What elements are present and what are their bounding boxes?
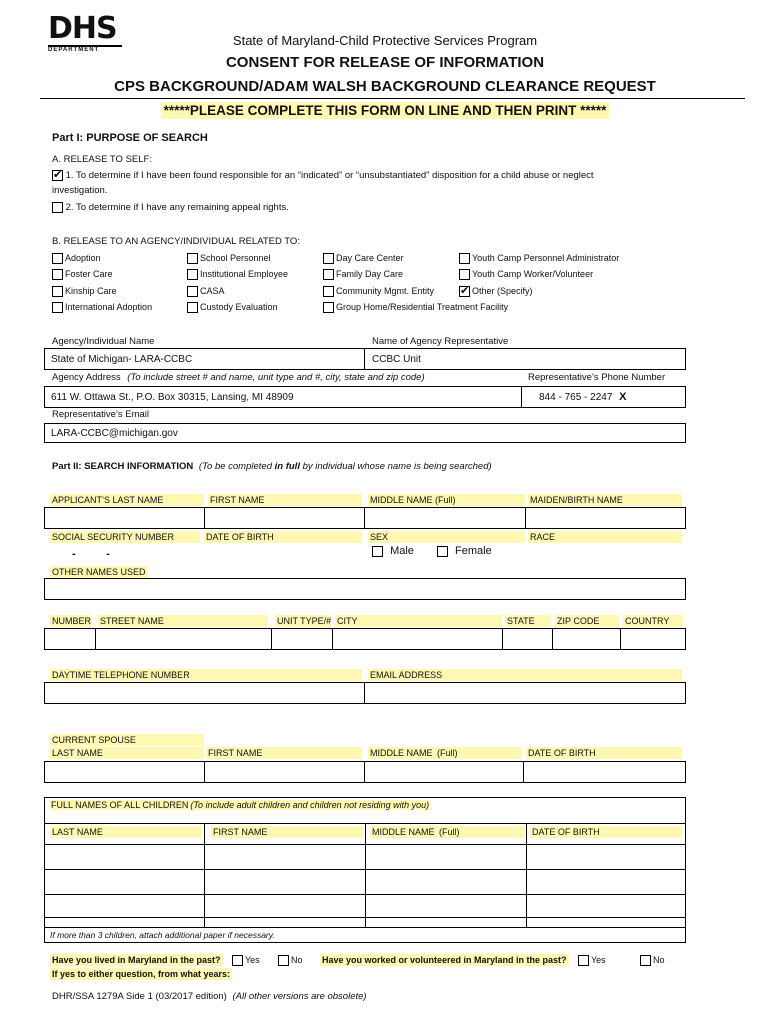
spouse-div-3	[523, 761, 524, 783]
opt-campadmin: Youth Camp Personnel Administrator	[459, 253, 619, 264]
email-label: EMAIL ADDRESS	[368, 669, 682, 681]
opt-campadmin-checkbox[interactable]	[459, 253, 470, 264]
other-names-label: OTHER NAMES USED	[52, 567, 146, 577]
phone-ext: X	[619, 391, 627, 403]
child-row-3[interactable]	[46, 896, 684, 916]
name-div-1	[204, 507, 205, 529]
child-dob-label: DATE OF BIRTH	[530, 826, 682, 838]
child-rule-4	[44, 917, 686, 918]
applicant-middle-field[interactable]	[366, 509, 523, 527]
phone-email-div	[364, 682, 365, 704]
applicant-last-label: APPLICANT’S LAST NAME	[50, 494, 204, 506]
worked-no-checkbox[interactable]	[640, 955, 651, 966]
agency-rep-label: Name of Agency Representative	[372, 336, 509, 347]
opt-familyday-checkbox[interactable]	[323, 269, 334, 280]
race-field[interactable]	[528, 546, 682, 562]
spouse-last-label: LAST NAME	[50, 747, 204, 759]
worked-no: No	[640, 955, 665, 966]
spouse-div-1	[204, 761, 205, 783]
applicant-middle-label: MIDDLE NAME (Full)	[368, 494, 525, 506]
spouse-first-field[interactable]	[206, 763, 362, 781]
state-label: STATE	[505, 615, 551, 627]
zip-field[interactable]	[554, 630, 619, 648]
sex-male-checkbox[interactable]	[372, 546, 383, 557]
agency-email-label: Representative’s Email	[52, 409, 149, 420]
opt-daycare: Day Care Center	[323, 253, 404, 264]
opt-other-checkbox[interactable]	[459, 286, 470, 297]
sex-label: SEX	[368, 531, 525, 543]
self-option-1-label: 1. To determine if I have been found responsible for an “indicated” or “unsubstantiated” disposition for a child abuse or neglect	[65, 170, 594, 182]
child-rule-5	[44, 927, 686, 928]
ssn-field[interactable]	[50, 546, 200, 562]
self-option-2-checkbox[interactable]	[52, 202, 63, 213]
unit-label: UNIT TYPE/#	[277, 616, 332, 626]
children-hint: (To include adult children and children not residing with you)	[190, 800, 430, 810]
opt-institutional-checkbox[interactable]	[187, 269, 198, 280]
street-label: STREET NAME	[98, 615, 268, 627]
agency-address-field[interactable]: 611 W. Ottawa St., P.O. Box 30315, Lansing, MI 48909	[51, 392, 294, 403]
form-subtitle: CPS BACKGROUND/ADAM WALSH BACKGROUND CLEARANCE REQUEST	[114, 78, 656, 95]
opt-institutional: Institutional Employee	[187, 269, 288, 280]
sex-female-checkbox[interactable]	[437, 546, 448, 557]
opt-community-checkbox[interactable]	[323, 286, 334, 297]
opt-familyday: Family Day Care	[323, 269, 403, 280]
addr-div-3	[332, 628, 333, 650]
release-agency-label: B. RELEASE TO AN AGENCY/INDIVIDUAL RELATED TO:	[52, 236, 300, 247]
opt-casa: CASA	[187, 286, 225, 297]
lived-yes: Yes	[232, 955, 260, 966]
addr-div-2	[271, 628, 272, 650]
lived-no-checkbox[interactable]	[278, 955, 289, 966]
daytime-phone-field[interactable]	[46, 684, 362, 702]
addr-div-5	[552, 628, 553, 650]
child-row-2[interactable]	[46, 871, 684, 893]
agency-phone-label: Representative’s Phone Number	[528, 372, 666, 383]
agency-name-label: Agency/Individual Name	[52, 336, 155, 347]
self-option-1-checkbox[interactable]	[52, 170, 63, 181]
ssn-label: SOCIAL SECURITY NUMBER	[50, 531, 200, 543]
applicant-maiden-label: MAIDEN/BIRTH NAME	[528, 494, 682, 506]
city-field[interactable]	[334, 630, 501, 648]
number-field[interactable]	[46, 630, 94, 648]
worked-yes: Yes	[578, 955, 606, 966]
agency-address-hint: (To include street # and name, unit type and #, city, state and zip code)	[127, 372, 425, 383]
spouse-title: CURRENT SPOUSE	[50, 734, 204, 746]
name-div-2	[364, 507, 365, 529]
opt-other: ✔Other (Specify)	[459, 286, 533, 297]
spouse-dob-field[interactable]	[525, 763, 684, 781]
opt-grouphome-checkbox[interactable]	[323, 302, 334, 313]
child-last-label: LAST NAME	[50, 826, 202, 838]
self-option-2-label: 2. To determine if I have any remaining appeal rights.	[65, 202, 289, 214]
opt-adoption-checkbox[interactable]	[52, 253, 63, 264]
opt-casa-checkbox[interactable]	[187, 286, 198, 297]
sex-options	[372, 545, 492, 557]
part1-title: Part I: PURPOSE OF SEARCH	[52, 132, 208, 144]
applicant-first-field[interactable]	[206, 509, 362, 527]
years-field[interactable]	[232, 967, 432, 981]
child-first-label: FIRST NAME	[211, 826, 363, 838]
self-option-1	[52, 170, 594, 181]
daytime-phone-label: DAYTIME TELEPHONE NUMBER	[50, 669, 362, 681]
child-row-1[interactable]	[46, 846, 684, 868]
street-field[interactable]	[97, 630, 270, 648]
lived-no: No	[278, 955, 303, 966]
agency-phone-field[interactable]: 844 - 765 - 2247 X	[539, 391, 627, 403]
opt-campworker: Youth Camp Worker/Volunteer	[459, 269, 593, 280]
spouse-middle-label: MIDDLE NAME (Full)	[368, 747, 522, 759]
agency-address-label: Agency Address (To include street # and name, unit type and #, city, state and zip code)	[52, 372, 425, 383]
children-title: FULL NAMES OF ALL CHILDREN (To include adult children and children not residing with you)	[51, 800, 430, 810]
opt-intl-checkbox[interactable]	[52, 302, 63, 313]
race-label: RACE	[528, 531, 682, 543]
addr-div-6	[620, 628, 621, 650]
opt-custody-checkbox[interactable]	[187, 302, 198, 313]
opt-intl: International Adoption	[52, 302, 152, 313]
logo-text: DHS	[48, 11, 117, 46]
country-label: COUNTRY	[623, 615, 683, 627]
online-banner: *****PLEASE COMPLETE THIS FORM ON LINE AND THEN PRINT *****	[0, 102, 770, 120]
zip-label: ZIP CODE	[555, 615, 619, 627]
applicant-first-label: FIRST NAME	[208, 494, 362, 506]
opt-custody: Custody Evaluation	[187, 302, 278, 313]
dob-label: DATE OF BIRTH	[204, 531, 362, 543]
agency-divider	[364, 348, 365, 370]
opt-campworker-checkbox[interactable]	[459, 269, 470, 280]
agency-email-field[interactable]: LARA-CCBC@michigan.gov	[51, 428, 178, 439]
footer-code: DHR/SSA 1279A Side 1 (03/2017 edition) (All other versions are obsolete)	[52, 991, 367, 1002]
phone-divider	[521, 386, 522, 408]
self-option-1-cont: investigation.	[52, 185, 108, 196]
opt-school: School Personnel	[187, 253, 271, 264]
other-names-field[interactable]	[44, 578, 686, 600]
years-question: If yes to either question, from what years:	[52, 969, 231, 979]
opt-school-checkbox[interactable]	[187, 253, 198, 264]
child-rule-3	[44, 894, 686, 895]
ssn-separators: - -	[72, 548, 110, 560]
form-title: CONSENT FOR RELEASE OF INFORMATION	[225, 54, 545, 71]
number-label: NUMBER	[52, 616, 92, 626]
spouse-last-field[interactable]	[46, 763, 202, 781]
opt-grouphome: Group Home/Residential Treatment Facility	[323, 302, 508, 313]
email-field[interactable]	[366, 684, 684, 702]
child-rule-2	[44, 869, 686, 870]
program-title: State of Maryland-Child Protective Services Program	[232, 33, 538, 48]
opt-kinship: Kinship Care	[52, 286, 117, 297]
spouse-first-label: FIRST NAME	[206, 747, 362, 759]
addr-div-1	[95, 628, 96, 650]
addr-div-4	[502, 628, 503, 650]
opt-kinship-checkbox[interactable]	[52, 286, 63, 297]
release-self-label: A. RELEASE TO SELF:	[52, 154, 152, 165]
sex-female-label: Female	[455, 545, 492, 557]
logo-subtext: DEPARTMENT	[48, 45, 122, 53]
child-middle-label: MIDDLE NAME (Full)	[370, 826, 525, 838]
spouse-div-2	[364, 761, 365, 783]
opt-adoption: Adoption	[52, 253, 101, 264]
opt-community: Community Mgmt. Entity	[323, 286, 434, 297]
worked-yes-checkbox[interactable]	[578, 955, 589, 966]
part2-hint: (To be completed in full by individual whose name is being searched)	[198, 461, 492, 472]
opt-daycare-checkbox[interactable]	[323, 253, 334, 264]
state-field[interactable]	[504, 630, 551, 648]
agency-rep-field[interactable]: CCBC Unit	[372, 354, 421, 365]
lived-question: Have you lived in Maryland in the past?	[52, 955, 221, 965]
footer-note: (All other versions are obsolete)	[232, 991, 367, 1002]
self-option-2	[52, 202, 289, 213]
city-label: CITY	[335, 615, 502, 627]
name-div-3	[525, 507, 526, 529]
agency-name-field[interactable]: State of Michigan- LARA-CCBC	[51, 354, 193, 365]
country-field[interactable]	[622, 630, 685, 648]
part2-title: Part II: SEARCH INFORMATION (To be completed in full by individual whose name is being searched)	[52, 461, 492, 472]
header-rule	[40, 98, 745, 99]
applicant-maiden-field[interactable]	[527, 509, 684, 527]
applicant-last-field[interactable]	[46, 509, 202, 527]
children-note: If more than 3 children, attach additional paper if necessary.	[50, 930, 275, 940]
unit-field[interactable]	[273, 630, 331, 648]
lived-yes-checkbox[interactable]	[232, 955, 243, 966]
sex-male-label: Male	[390, 545, 414, 557]
opt-foster: Foster Care	[52, 269, 113, 280]
opt-foster-checkbox[interactable]	[52, 269, 63, 280]
spouse-middle-field[interactable]	[366, 763, 521, 781]
dob-field[interactable]	[204, 546, 362, 562]
child-rule-1	[44, 844, 686, 845]
worked-question: Have you worked or volunteered in Maryland in the past?	[322, 955, 567, 965]
spouse-dob-label: DATE OF BIRTH	[526, 747, 682, 759]
